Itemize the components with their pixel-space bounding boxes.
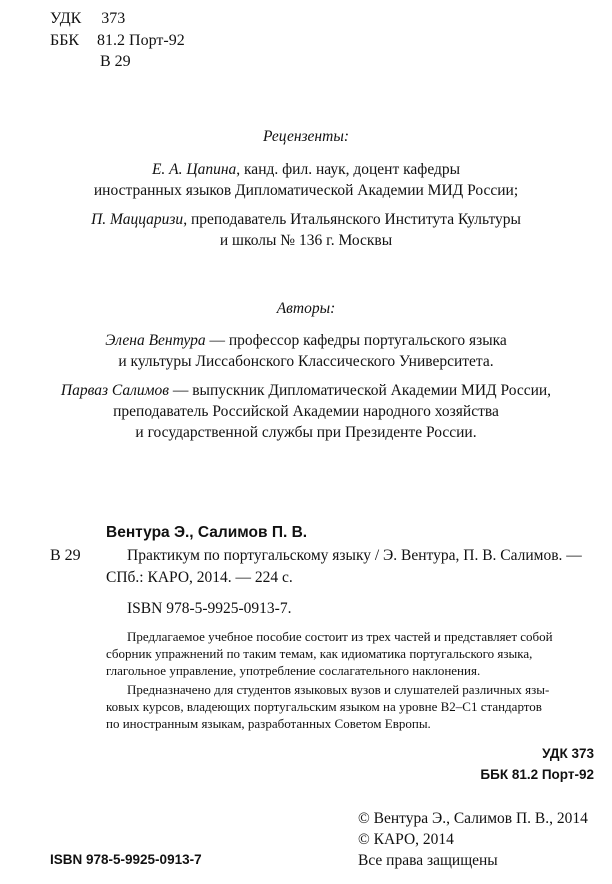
- author-2-line-3: и государственной службы при Президенте России.: [135, 424, 477, 441]
- copyright-publisher: © КАРО, 2014: [358, 831, 454, 848]
- reviewer-2-line-1: П. Маццаризи, преподаватель Итальянского Института Культуры: [91, 211, 521, 228]
- classification-bbk: ББК 81.2 Порт-92: [480, 767, 594, 782]
- catalog-mark: В 29: [50, 547, 81, 564]
- annotation-p2-line-3: по иностранным языкам, разработанных Советом Европы.: [106, 716, 431, 731]
- reviewer-2-line-2: и школы № 136 г. Москвы: [219, 232, 393, 249]
- author-2-line-2: преподаватель Российской Академии народного хозяйства: [113, 403, 499, 420]
- reviewer-1-line-1: Е. А. Цапина, канд. фил. наук, доцент кафедры: [151, 161, 461, 178]
- author-1-name: Элена Вентура: [105, 332, 206, 349]
- annotation-p1-line-2: сборник упражнений по таким темам, как идиоматика португальского языка,: [106, 646, 533, 661]
- catalog-isbn: ISBN 978-5-9925-0913-7.: [127, 600, 292, 617]
- udk-code-line: [50, 10, 125, 28]
- author-1-line-2: и культуры Лиссабонского Классического Университета.: [118, 353, 494, 370]
- copyright-authors: © Вентура Э., Салимов П. В., 2014: [358, 810, 588, 827]
- reviewers-heading: Рецензенты:: [263, 128, 349, 145]
- reviewer-2-name: П. Маццаризи: [91, 211, 184, 228]
- footer-isbn: ISBN 978-5-9925-0913-7: [50, 852, 202, 867]
- annotation-p1-line-3: глагольное управление, употребление сослагательного наклонения.: [106, 663, 481, 678]
- bbk-label: ББК: [50, 32, 80, 49]
- udk-label: УДК: [50, 10, 82, 27]
- catalog-title-line-2: СПб.: КАРО, 2014. — 224 с.: [106, 569, 293, 586]
- catalog-authors: Вентура Э., Салимов П. В.: [106, 524, 308, 541]
- classification-udk: УДК 373: [542, 746, 594, 761]
- catalog-title-line-1: Практикум по португальскому языку / Э. Вентура, П. В. Салимов. —: [127, 547, 582, 564]
- annotation-p1-line-1: Предлагаемое учебное пособие состоит из трех частей и представляет собой: [127, 629, 553, 644]
- bbk-value: 81.2 Порт-92: [97, 32, 185, 49]
- author-mark: В 29: [100, 53, 131, 70]
- author-2-line-1: Парваз Салимов — выпускник Дипломатической Академии МИД России,: [60, 382, 552, 399]
- rights-reserved: Все права защищены: [358, 852, 498, 869]
- authors-heading: Авторы:: [276, 300, 336, 317]
- annotation-p2-line-1: Предназначено для студентов языковых вузов и слушателей различных язы-: [127, 682, 550, 697]
- bbk-code-line: [50, 32, 185, 50]
- author-1-line-1: Элена Вентура — профессор кафедры португальского языка: [105, 332, 507, 349]
- annotation-p2-line-2: ковых курсов, владеющих португальским языком на уровне B2–C1 стандартов: [106, 699, 542, 714]
- udk-value: 373: [101, 10, 126, 27]
- reviewer-1-name: Е. А. Цапина: [151, 161, 237, 178]
- reviewer-1-line-2: иностранных языков Дипломатической Академии МИД России;: [93, 182, 519, 199]
- author-2-name: Парваз Салимов: [60, 382, 169, 399]
